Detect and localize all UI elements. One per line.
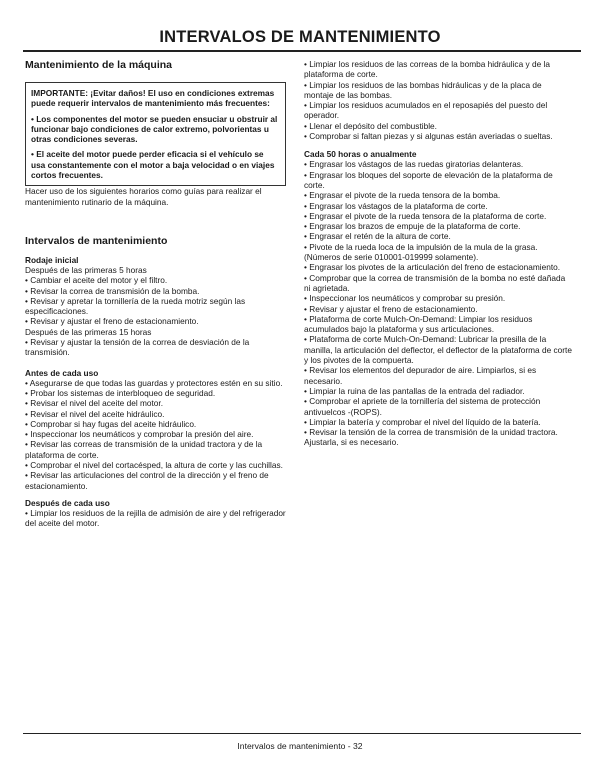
list-item: • Probar los sistemas de interbloqueo de seguridad. [25, 387, 216, 398]
list-item: • Revisar los elementos del depurador de aire. Limpiarlos, si es necesario. [304, 365, 537, 386]
important-notice-item: • El aceite del motor puede perder eficacia si el vehículo se usa constantemente con el motor a baja velocidad o en viajes cortos frecuentes. [31, 149, 275, 181]
list-item: • Comprobar que la correa de transmisión de la bomba no esté dañada ni agrietada. [304, 272, 566, 293]
first-15-hours-label: Después de las primeras 15 horas [25, 326, 152, 337]
important-notice-intro: IMPORTANTE: ¡Evitar daños! El uso en condiciones extremas puede requerir intervalos de mantenimiento más frecuentes: [31, 88, 275, 109]
list-item: • Revisar y ajustar la tensión de la correa de desviación de la transmisión. [25, 337, 250, 358]
heading-before-each-use: Antes de cada uso [25, 367, 99, 378]
list-item: • Engrasar los bloques del soporte de elevación de la plataforma de corte. [304, 169, 553, 190]
list-item: • Comprobar el nivel del cortacésped, la altura de corte y las cuchillas. [25, 460, 283, 471]
list-item: • Engrasar el pivote de la rueda tensora de la bomba. [304, 190, 501, 201]
list-item: • Revisar las articulaciones del control de la dirección y el freno de estacionamiento. [25, 470, 269, 491]
list-item: • Inspeccionar los neumáticos y comprobar su presión. [304, 293, 506, 304]
list-item: • Engrasar los vástagos de las ruedas giratorias delanteras. [304, 159, 524, 170]
important-notice-item: • Los componentes del motor se pueden ensuciar u obstruir al funcionar bajo condiciones de calor extremo, polvorientas u otras condiciones severas. [31, 113, 278, 145]
list-item: • Asegurarse de que todas las guardas y protectores estén en su sitio. [25, 377, 283, 388]
intro-paragraph: Hacer uso de los siguientes horarios como guías para realizar el mantenimiento rutinario de la máquina. [25, 186, 262, 207]
list-item: • Limpiar los residuos acumulados en el reposapiés del puesto del operador. [304, 100, 548, 121]
list-item: • Plataforma de corte Mulch-On-Demand: Limpiar los residuos acumulados bajo la plataforma y sus articulaciones. [304, 313, 533, 335]
list-item: • Pivote de la rueda loca de la impulsión de la mula de la grasa. (Números de serie 010001-019999 solamente). [304, 241, 538, 263]
list-item: • Inspeccionar los neumáticos y comprobar la presión del aire. [25, 429, 254, 440]
list-item: • Revisar y apretar la tornillería de la rueda motriz según las especificaciones. [25, 295, 246, 317]
heading-machine-maintenance: Mantenimiento de la máquina [25, 59, 173, 71]
list-item: • Limpiar la batería y comprobar el nivel del líquido de la batería. [304, 416, 541, 427]
title-rule [23, 50, 581, 52]
heading-maintenance-intervals: Intervalos de mantenimiento [25, 234, 168, 247]
list-item: • Limpiar los residuos de las bombas hidráulicas y de la placa de montaje de las bombas. [304, 79, 542, 100]
list-item: • Comprobar si hay fugas del aceite hidráulico. [25, 418, 197, 429]
list-item: • Llenar el depósito del combustible. [304, 120, 437, 131]
list-item: • Plataforma de corte Mulch-On-Demand: Lubricar la presilla de la manilla, la articulación del deflector, el deflector de la plataforma de corte y los pivotes de la compuerta. [304, 334, 572, 366]
page-footer: Intervalos de mantenimiento - 32 [237, 741, 363, 751]
list-item: • Comprobar el apriete de la tornillería del sistema de protección antivuelcos -(ROPS). [304, 396, 541, 417]
list-item: • Engrasar los pivotes de la articulación del freno de estacionamiento. [304, 262, 561, 273]
heading-break-in: Rodaje inicial [25, 254, 79, 265]
list-item: • Engrasar el retén de la altura de corte. [304, 231, 451, 242]
first-5-hours-label: Después de las primeras 5 horas [25, 264, 147, 275]
list-item: • Limpiar los residuos de la rejilla de admisión de aire y del refrigerador del aceite del motor. [25, 507, 286, 529]
list-item: • Revisar las correas de transmisión de la unidad tractora y de la plataforma de corte. [25, 439, 263, 460]
list-item: • Engrasar los vástagos de la plataforma de corte. [304, 200, 488, 211]
list-item: • Limpiar la ruina de las pantallas de la entrada del radiador. [304, 385, 525, 396]
list-item: • Revisar el nivel del aceite hidráulico. [25, 408, 165, 419]
list-item: • Revisar y ajustar el freno de estacionamiento. [25, 316, 199, 327]
right-column [304, 59, 572, 448]
heading-every-50-hours: Cada 50 horas o anualmente [304, 149, 417, 160]
list-item: • Engrasar el pivote de la rueda tensora de la plataforma de corte. [304, 210, 547, 221]
left-column [25, 59, 286, 529]
list-item: • Revisar la correa de transmisión de la bomba. [25, 285, 200, 296]
footer-rule [23, 733, 581, 734]
list-item: • Comprobar si faltan piezas y si algunas están averiadas o sueltas. [304, 131, 553, 142]
list-item: • Engrasar los brazos de empuje de la plataforma de corte. [304, 221, 521, 232]
list-item: • Revisar y ajustar el freno de estacionamiento. [304, 303, 478, 314]
list-item: • Cambiar el aceite del motor y el filtro. [25, 275, 168, 286]
heading-after-each-use: Después de cada uso [25, 497, 110, 508]
list-item: • Revisar la tensión de la correa de transmisión de la unidad tractora. Ajustarla, si es necesario. [304, 427, 558, 448]
list-item: • Limpiar los residuos de las correas de la bomba hidráulica y de la plataforma de corte. [304, 59, 550, 80]
important-notice-box [25, 82, 286, 186]
page-title: INTERVALOS DE MANTENIMIENTO [159, 28, 441, 46]
list-item: • Revisar el nivel del aceite del motor. [25, 398, 164, 409]
